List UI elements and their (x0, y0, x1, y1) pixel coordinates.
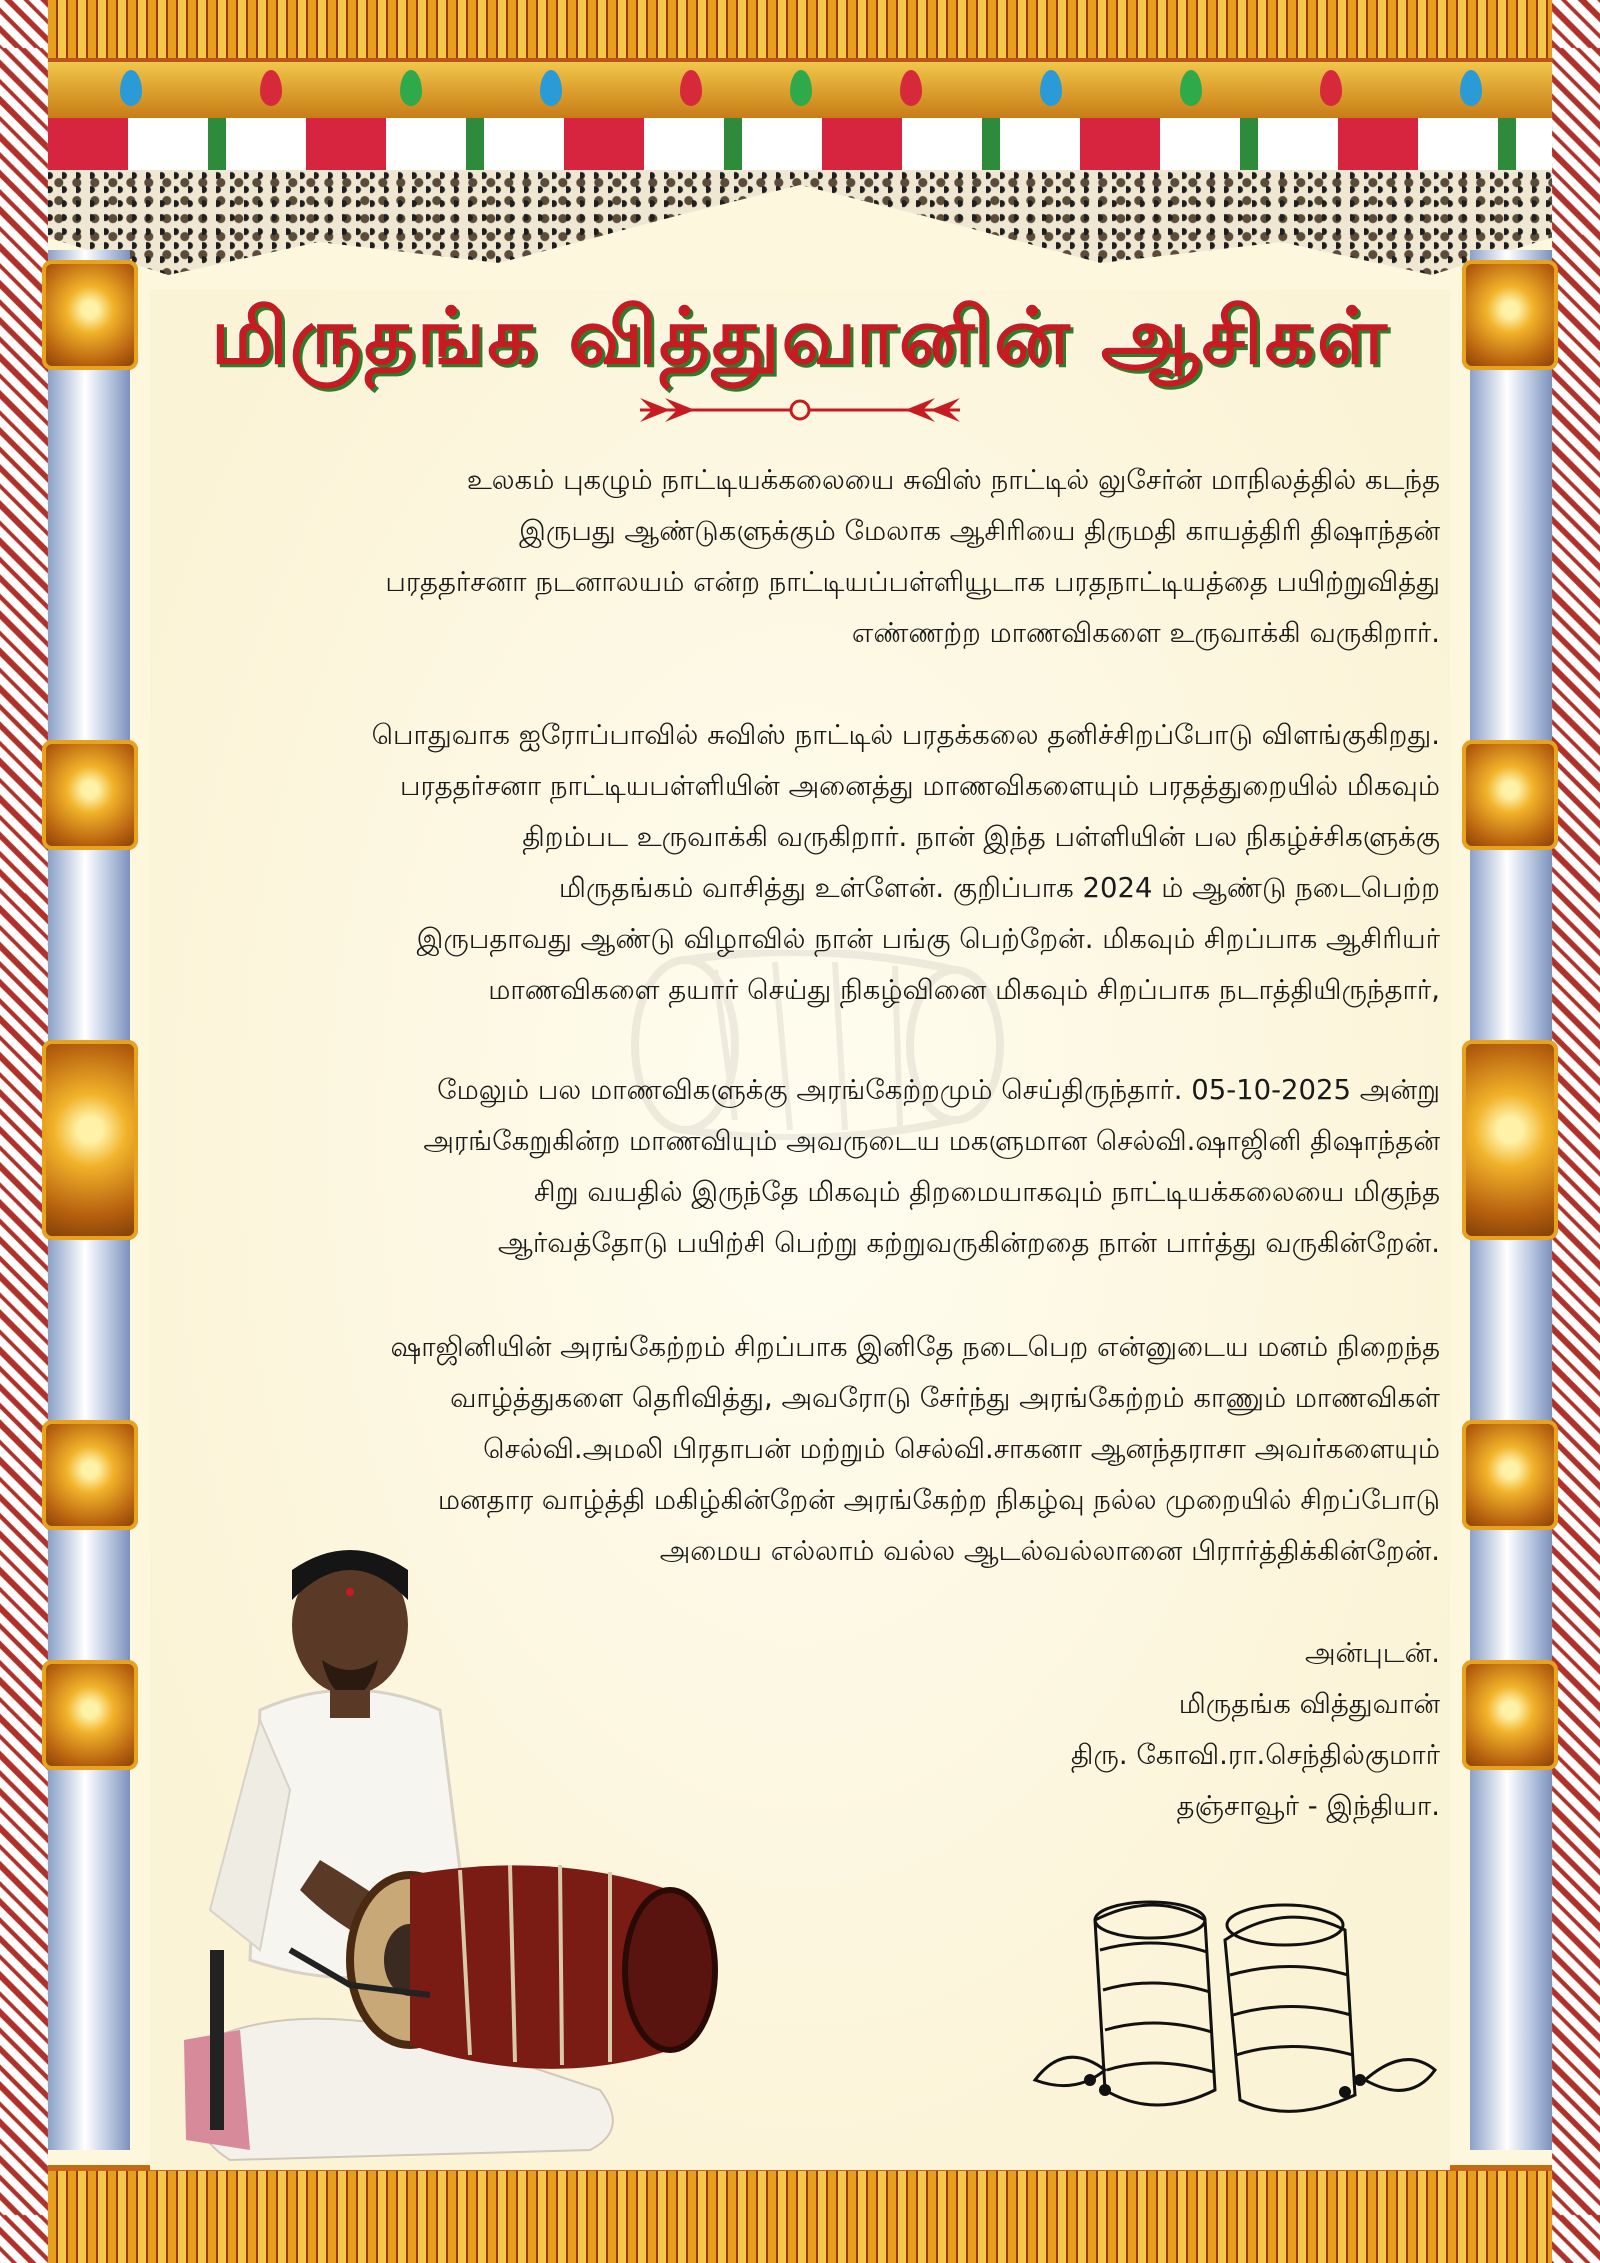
jewel-icon (1320, 70, 1342, 106)
signature-block (1071, 1628, 1440, 1832)
signature-closing: அன்புடன். (1305, 1637, 1440, 1669)
text-line: இருபதாவது ஆண்டு விழாவில் நான் பங்கு பெற்றேன். மிகவும் சிறப்பாக ஆசிரியர் (416, 923, 1440, 955)
page-title: மிருதங்க வித்துவானின் ஆசிகள் (211, 292, 1389, 382)
text-line: பரததர்சனா நாட்டியபள்ளியின் அனைத்து மாணவிகளையும் பரதத்துறையில் மிகவும் (400, 770, 1440, 802)
pillar-ornament-icon (42, 1660, 138, 1770)
text-line: அரங்கேறுகின்ற மாணவியும் அவருடைய மகளுமான செல்வி.ஷாஜினி திஷாந்தன் (423, 1125, 1440, 1157)
pillar-ornament-icon (1462, 1040, 1558, 1240)
text-line: மனதார வாழ்த்தி மகிழ்கின்றேன் அரங்கேற்ற நிகழ்வு நல்ல முறையில் சிறப்போடு (437, 1484, 1440, 1516)
text-line: பொதுவாக ஐரோப்பாவில் சுவிஸ் நாட்டில் பரதக்கலை தனிச்சிறப்போடு விளங்குகிறது. (371, 719, 1440, 751)
jewel-icon (900, 70, 922, 106)
jewel-icon (1460, 70, 1482, 106)
flower-garland (48, 118, 1552, 178)
pillar-ornament-icon (1462, 740, 1558, 850)
pillar-ornament-icon (1462, 1660, 1558, 1770)
paragraph-school (110, 710, 1440, 1016)
paragraph-intro (140, 455, 1440, 659)
text-line: திறம்பட உருவாக்கி வருகிறார். நான் இந்த பள்ளியின் பல நிகழ்ச்சிகளுக்கு (522, 821, 1440, 853)
text-line: உலகம் புகழும் நாட்டியக்கலையை சுவிஸ் நாட்டில் லுசேர்ன் மாநிலத்தில் கடந்த (466, 464, 1440, 496)
text-line: ஆர்வத்தோடு பயிற்சி பெற்று கற்றுவருகின்றதை நான் பார்த்து வருகின்றேன். (498, 1227, 1440, 1259)
jewel-icon (400, 70, 422, 106)
text-line: செல்வி.அமலி பிரதாபன் மற்றும் செல்வி.சாகனா ஆனந்தராசா அவர்களையும் (483, 1433, 1440, 1465)
jewel-icon (1040, 70, 1062, 106)
top-gold-frieze (48, 0, 1552, 62)
drums-line-art-icon (1015, 1880, 1455, 2130)
signature-place: தஞ்சாவூர் - இந்தியா. (1176, 1790, 1440, 1822)
text-line: பரததர்சனா நடனாலயம் என்ற நாட்டியப்பள்ளியூடாக பரதநாட்டியத்தை பயிற்றுவித்து (385, 566, 1440, 598)
jewel-icon (120, 70, 142, 106)
paragraph-arangetram (140, 1065, 1440, 1269)
jewel-icon (540, 70, 562, 106)
text-line: மிருதங்கம் வாசித்து உள்ளேன். குறிப்பாக 2024 ம் ஆண்டு நடைபெற்ற (558, 872, 1440, 904)
text-line: மாணவிகளை தயார் செய்து நிகழ்வினை மிகவும் சிறப்பாக நடாத்தியிருந்தார், (488, 974, 1440, 1006)
jewel-icon (260, 70, 282, 106)
jewel-icon (1180, 70, 1202, 106)
text-line: மேலும் பல மாணவிகளுக்கு அரங்கேற்றமும் செய்திருந்தார். 05-10-2025 அன்று (437, 1074, 1440, 1106)
text-line: வாழ்த்துகளை தெரிவித்து, அவரோடு சேர்ந்து அரங்கேற்றம் காணும் மாணவிகள் (450, 1382, 1440, 1414)
text-line: எண்ணற்ற மாணவிகளை உருவாக்கி வருகிறார். (851, 617, 1440, 649)
bottom-gold-frieze (48, 2165, 1552, 2263)
signature-role: மிருதங்க வித்துவான் (1178, 1688, 1440, 1720)
jewel-icon (680, 70, 702, 106)
text-line: ஷாஜினியின் அரங்கேற்றம் சிறப்பாக இனிதே நடைபெற என்னுடைய மனம் நிறைந்த (390, 1331, 1440, 1363)
text-line: சிறு வயதில் இருந்தே மிகவும் திறமையாகவும் நாட்டியக்கலையை மிகுந்த (534, 1176, 1440, 1208)
pillar-ornament-icon (42, 1040, 138, 1240)
jewel-icon (790, 70, 812, 106)
signature-name: திரு. கோவி.ரா.செந்தில்குமார் (1070, 1739, 1440, 1771)
text-line: அமைய எல்லாம் வல்ல ஆடல்வல்லானை பிரார்த்திக்கின்றேன். (659, 1535, 1440, 1567)
ornamental-divider-icon (630, 392, 970, 428)
text-line: இருபது ஆண்டுகளுக்கும் மேலாக ஆசிரியை திருமதி காயத்திரி திஷாந்தன் (519, 515, 1440, 547)
mridangam-icon (350, 1865, 715, 2069)
musician-photo (170, 1530, 760, 2170)
pillar-ornament-icon (1462, 1420, 1558, 1530)
